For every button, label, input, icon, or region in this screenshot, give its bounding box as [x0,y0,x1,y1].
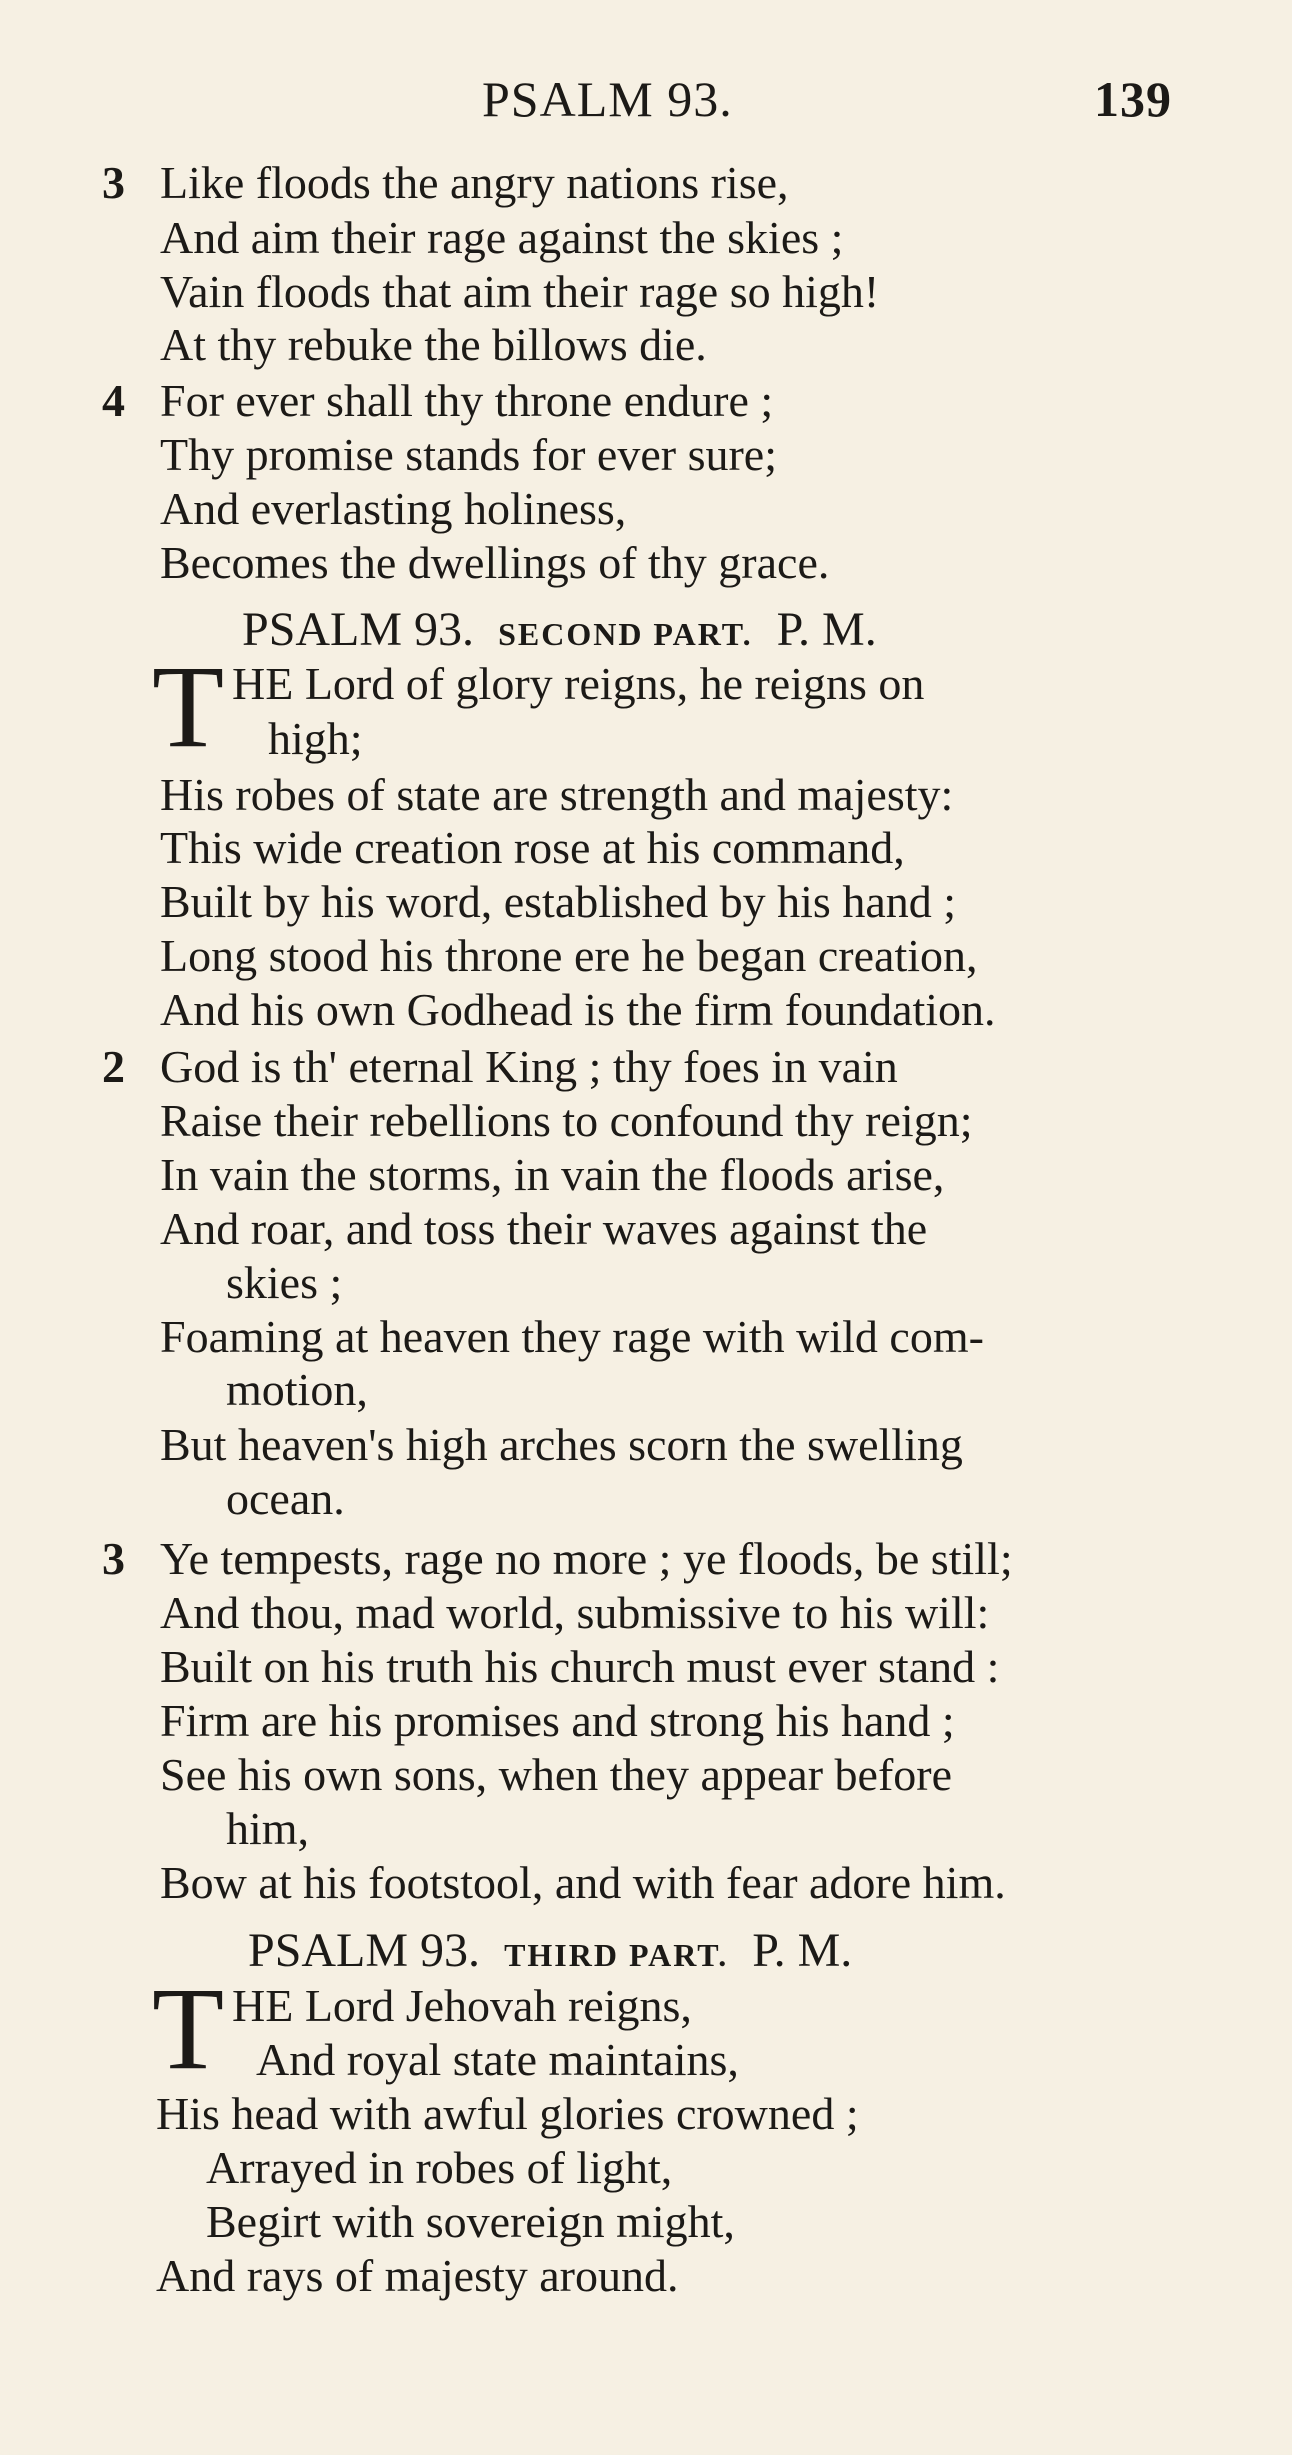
verse-line: This wide creation rose at his command, [160,822,905,873]
verse-line: Thy promise stands for ever sure; [160,429,778,480]
section-psalm: PSALM 93. [242,603,475,656]
verse-line: HE Lord of glory reigns, he reigns on [232,658,925,709]
verse-line: Vain floods that aim their rage so high! [160,266,880,317]
verse-line: Arrayed in robes of light, [206,2142,673,2193]
verse-line: high; [268,713,363,764]
section-part-label: SECOND PART. [498,616,753,652]
verse-line: Built by his word, established by his hand ; [160,876,957,927]
verse-line: See his own sons, when they appear before [160,1749,952,1800]
section-psalm: PSALM 93. [248,1924,481,1977]
verse-line: And royal state maintains, [256,2034,739,2085]
verse-line: And roar, and toss their waves against the [160,1203,928,1254]
verse-line: At thy rebuke the billows die. [160,319,707,370]
drop-cap: T [152,1963,225,2094]
verse-line: And everlasting holiness, [160,483,627,534]
verse-line: And his own Godhead is the firm foundation. [160,984,996,1035]
section-heading-third-part [248,1923,852,1983]
page-number: 139 [1094,71,1172,127]
stanza-number: 3 [102,157,125,208]
verse-line: For ever shall thy throne endure ; [160,375,774,426]
verse-line: Becomes the dwellings of thy grace. [160,537,830,588]
running-header [0,70,1292,140]
verse-line: ocean. [226,1473,345,1524]
verse-line: motion, [226,1364,368,1415]
verse-line: And rays of majesty around. [156,2250,679,2301]
verse-line: His head with awful glories crowned ; [156,2088,859,2139]
stanza-number: 4 [102,375,125,426]
verse-line: Built on his truth his church must ever stand : [160,1641,1000,1692]
section-heading-second-part [242,602,877,662]
verse-line: skies ; [226,1257,343,1308]
running-title: PSALM 93. [482,71,733,127]
section-meter: P. M. [776,603,877,656]
section-part-label: THIRD PART. [504,1937,729,1973]
verse-line: Begirt with sovereign might, [206,2196,735,2247]
verse-line: Bow at his footstool, and with fear adore him. [160,1857,1006,1908]
verse-line: Ye tempests, rage no more ; ye floods, be still; [160,1533,1013,1584]
verse-line: And thou, mad world, submissive to his will: [160,1587,990,1638]
verse-line: Raise their rebellions to confound thy reign; [160,1095,973,1146]
verse-line: God is th' eternal King ; thy foes in vain [160,1041,898,1092]
verse-line: In vain the storms, in vain the floods arise, [160,1149,945,1200]
verse-line: His robes of state are strength and majesty: [160,769,954,820]
verse-line: Foaming at heaven they rage with wild com- [160,1311,984,1362]
verse-line: And aim their rage against the skies ; [160,212,844,263]
verse-line: Firm are his promises and strong his hand ; [160,1695,955,1746]
verse-line: him, [226,1803,310,1854]
stanza-number: 2 [102,1041,125,1092]
verse-line: But heaven's high arches scorn the swelling [160,1419,963,1470]
verse-line: HE Lord Jehovah reigns, [232,1980,692,2031]
drop-cap: T [152,641,225,772]
stanza-number: 3 [102,1533,125,1584]
section-meter: P. M. [752,1924,853,1977]
verse-line: Like floods the angry nations rise, [160,157,789,208]
verse-line: Long stood his throne ere he began creation, [160,930,978,981]
